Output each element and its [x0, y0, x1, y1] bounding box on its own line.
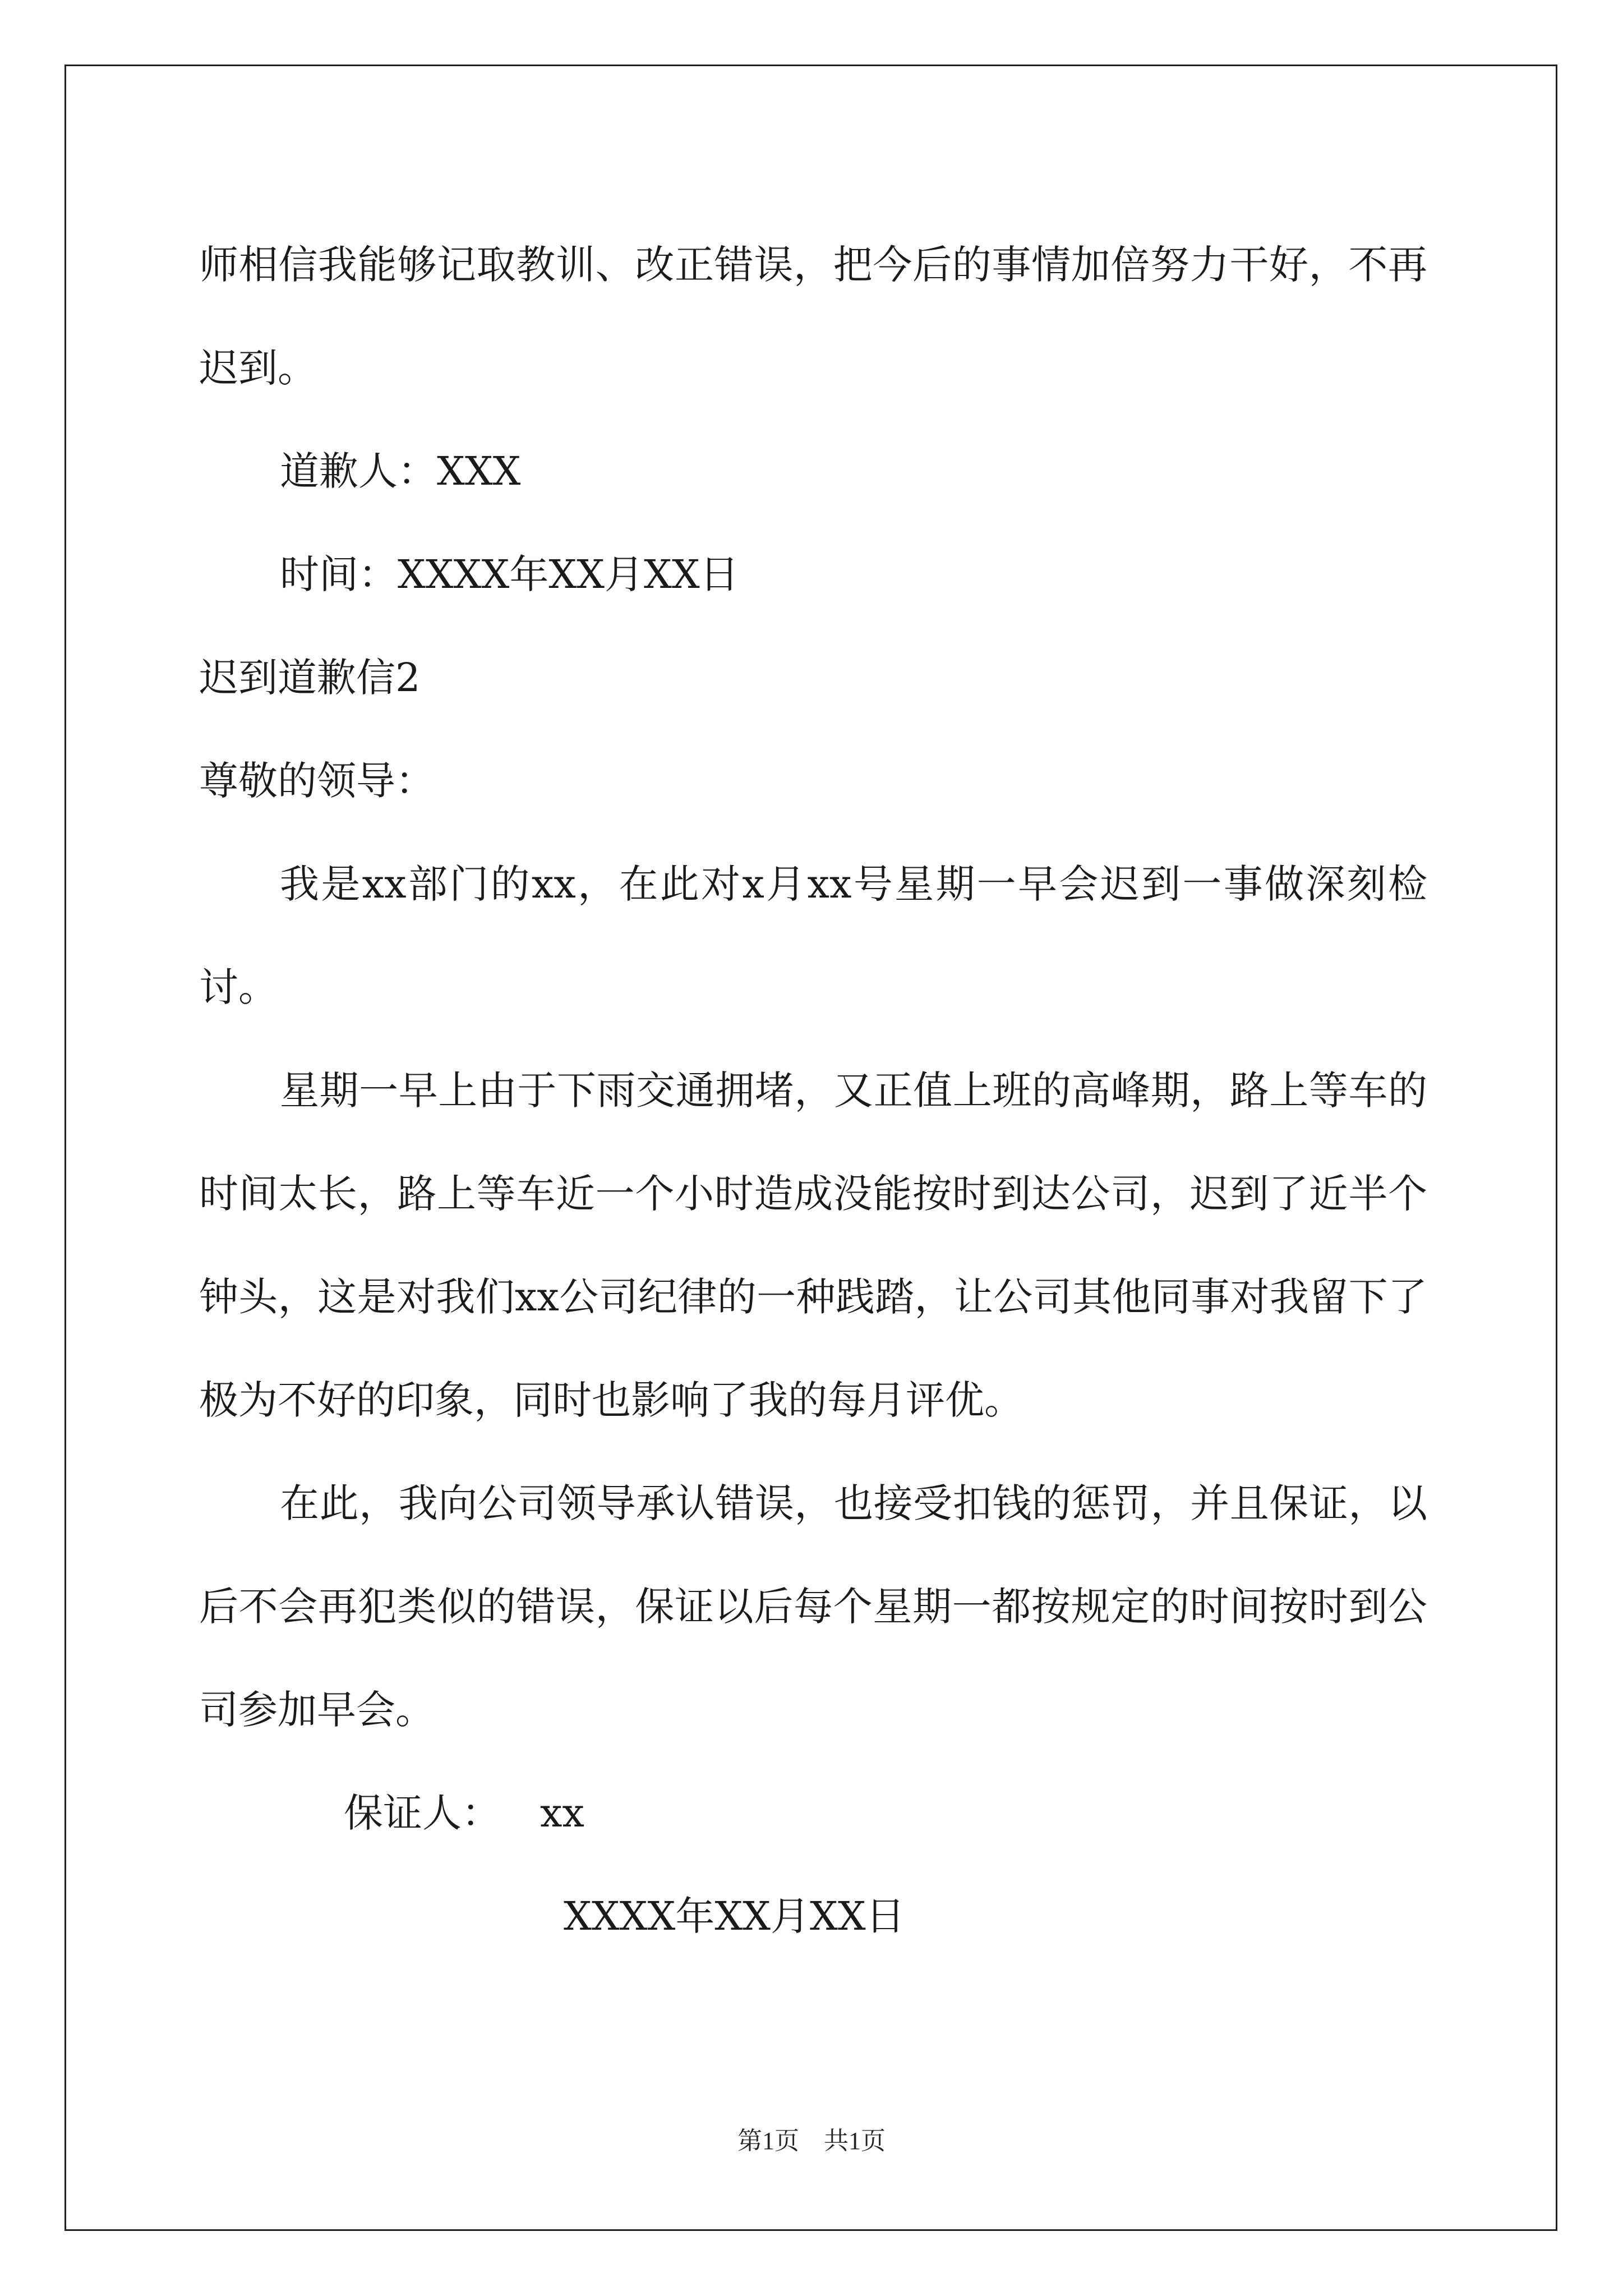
guarantor-label: 保证人：	[344, 1790, 501, 1836]
continued-paragraph: 师相信我能够记取教训、改正错误，把今后的事情加倍努力干好，不再迟到。	[199, 242, 1427, 391]
salutation: 尊敬的领导：	[199, 758, 435, 804]
paragraph-2: 星期一早上由于下雨交通拥堵，又正值上班的高峰期，路上等车的时间太长，路上等车近一个小时造成没能按时到达公司，迟到了近半个钟头，这是对我们xx公司纪律的一种践踏，让公司其他同事对我留下了极为不好的印象，同时也影响了我的每月评优。	[199, 1068, 1427, 1423]
signature-date: XXXX年XX月XX日	[564, 1893, 905, 1939]
guarantor-name: xx	[540, 1790, 584, 1836]
time-line: 时间：XXXX年XX月XX日	[280, 551, 739, 597]
page-number-footer: 第1页 共1页	[737, 2127, 886, 2155]
section-title: 迟到道歉信2	[199, 655, 421, 701]
apologizer-line: 道歉人：XXX	[280, 448, 521, 494]
document-body	[199, 213, 1427, 1968]
paragraph-1: 我是xx部门的xx，在此对x月xx号星期一早会迟到一事做深刻检讨。	[199, 861, 1427, 1010]
guarantor-line	[199, 1761, 1427, 1865]
paragraph-3: 在此，我向公司领导承认错误，也接受扣钱的惩罚，并且保证，以后不会再犯类似的错误，保证以后每个星期一都按规定的时间按时到公司参加早会。	[199, 1480, 1427, 1733]
